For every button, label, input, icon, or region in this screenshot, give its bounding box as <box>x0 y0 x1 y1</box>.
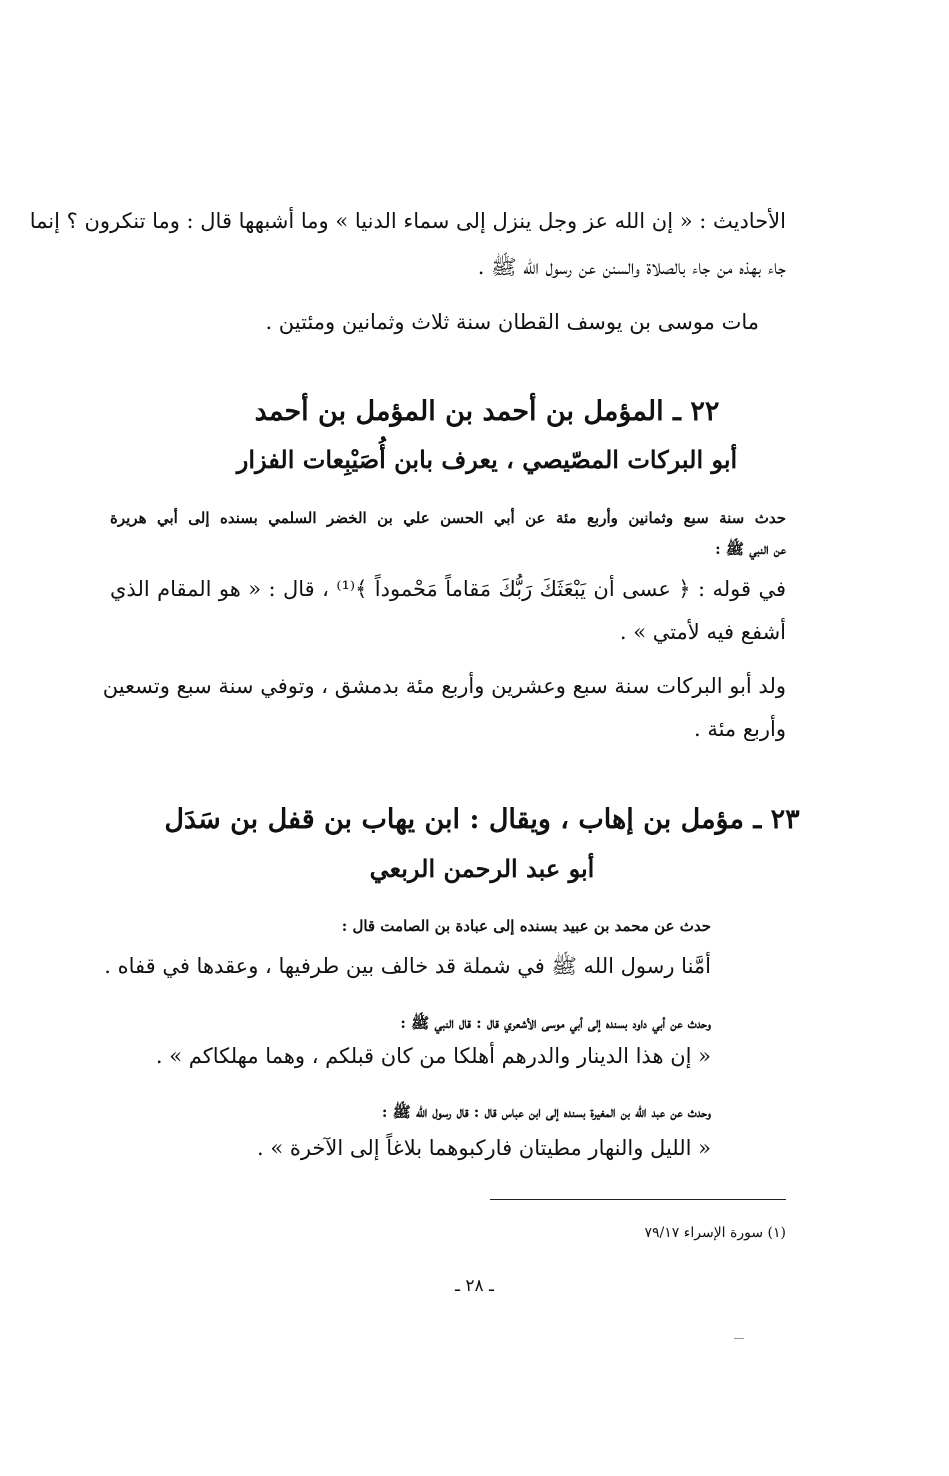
entry-22-quote-line-1: في قوله : ﴿ عسى أن يَبْعَثَكَ رَبُّكَ مَقاماً مَحْموداً ﴾⁽¹⁾ ، قال : « هو المقام الذي <box>110 577 786 601</box>
entry-22-born-line-2: وأربع مئة . <box>693 717 786 741</box>
entry-22-title: ٢٢ ـ المؤمل بن أحمد بن المؤمل بن أحمد <box>254 396 720 427</box>
footnote-divider <box>490 1199 786 1200</box>
intro-line-2: جاء بهذه من جاء بالصلاة والسنن عن رسول الله ﷺ . <box>477 255 786 279</box>
hadith-3-text: « الليل والنهار مطيتان فاركبوهما بلاغاً إلى الآخرة » . <box>256 1136 711 1160</box>
hadith-2-text: « إن هذا الدينار والدرهم أهلكا من كان قبلكم ، وهما مهلكاكم » . <box>155 1044 711 1068</box>
entry-22-isnad-line-1: حدث سنة سبع وثمانين وأربع مئة عن أبي الحسن علي بن الخضر السلمي بسنده إلى أبي هريرة <box>110 509 786 527</box>
entry-22-quote-line-2: أشفع فيه لأمتي » . <box>619 620 786 644</box>
death-note: مات موسى بن يوسف القطان سنة ثلاث وثمانين ومئتين . <box>265 310 759 334</box>
entry-23-subtitle: أبو عبد الرحمن الربعي <box>369 854 595 883</box>
hadith-2-isnad: وحدث عن أبي داود بسنده إلى أبي موسى الأشعري قال : قال النبي ﷺ : <box>400 1014 711 1032</box>
scan-speck <box>734 1338 744 1339</box>
entry-22-isnad-line-2: عن النبي ﷺ : <box>715 540 786 558</box>
hadith-1-isnad: حدث عن محمد بن عبيد بسنده إلى عبادة بن الصامت قال : <box>341 917 711 935</box>
page-number: ـ ٢٨ ـ <box>454 1276 495 1296</box>
intro-line-1: الأحاديث : « إن الله عز وجل ينزل إلى سماء الدنيا » وما أشبهها قال : وما تنكرون ؟ إنما <box>29 209 786 233</box>
entry-22-born-line-1: ولد أبو البركات سنة سبع وعشرين وأربع مئة بدمشق ، وتوفي سنة سبع وتسعين <box>102 674 786 698</box>
hadith-1-text: أمَّنا رسول الله ﷺ في شملة قد خالف بين طرفيها ، وعقدها في قفاه . <box>104 954 711 978</box>
hadith-3-isnad: وحدث عن عبد الله بن المغيرة بسنده إلى ابن عباس قال : قال رسول الله ﷺ : <box>381 1103 711 1121</box>
entry-22-subtitle: أبو البركات المصّيصي ، يعرف بابن أُصَيْبِعات الفزار <box>236 445 738 474</box>
entry-23-title: ٢٣ ـ مؤمل بن إهاب ، ويقال : ابن يهاب بن قفل بن سَدَل <box>164 804 800 835</box>
footnote: (١) سورة الإسراء ٧٩/١٧ <box>644 1225 786 1241</box>
